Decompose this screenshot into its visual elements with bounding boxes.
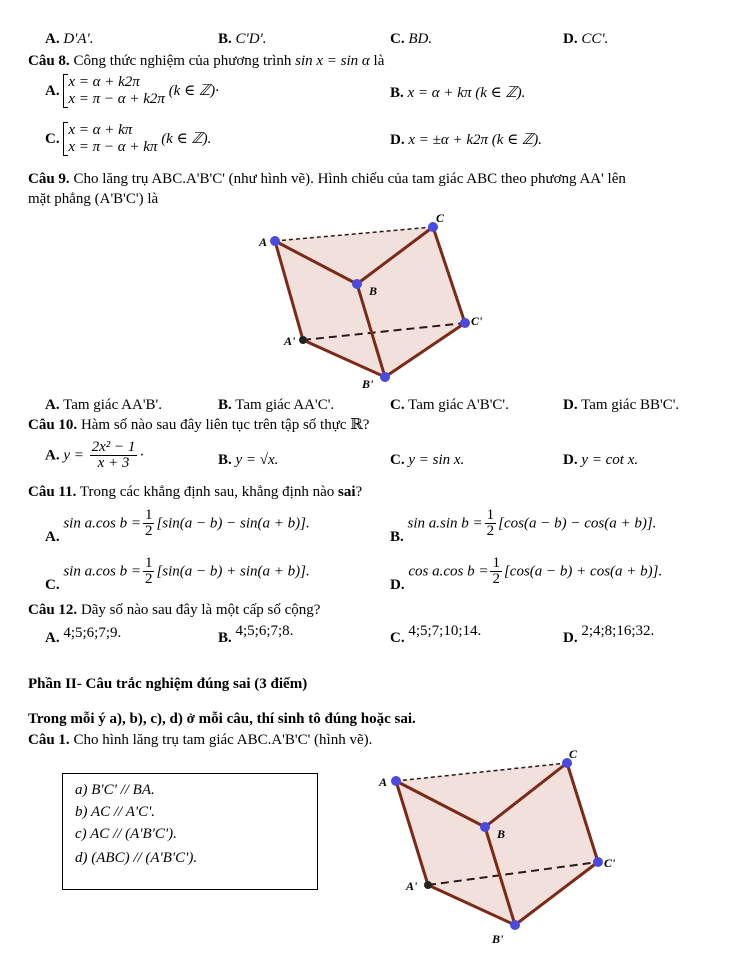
q9-option-c: C. Tam giác A'B'C'. xyxy=(390,397,509,413)
q9-label-a1: A' xyxy=(284,334,296,348)
q9-option-a: A. Tam giác AA'B'. xyxy=(45,397,162,413)
p2q1-vertex-b xyxy=(480,822,490,832)
q12-option-d: D. 2;4;8;16;32. xyxy=(563,623,655,646)
q10-option-a: A. y = $\frac{\text{2x² − 1}}{x + 3}$ · xyxy=(45,439,145,471)
p2q1-label-a: A xyxy=(379,775,388,789)
q9-label-c: C xyxy=(436,211,445,225)
q9-vertex-c1 xyxy=(460,318,470,328)
q7-option-c: C. BD. xyxy=(390,31,433,47)
q12-option-c: C. 4;5;7;10;14. xyxy=(390,623,482,646)
p2q1-statements-box xyxy=(62,773,318,890)
p2q1-label-c1: C' xyxy=(604,856,616,870)
p2q1-label-c: C xyxy=(569,747,578,761)
q9-vertex-b xyxy=(352,279,362,289)
q10-option-d: D. y = cot x. xyxy=(563,452,639,468)
q9-label-a: A xyxy=(259,235,268,249)
q9-prism-shade xyxy=(275,227,465,377)
q10-a-fraction: $\frac{\text{2x² − 1}}{x + 3}$ xyxy=(91,439,136,471)
q11-c-half: $\frac{1}{2}$ xyxy=(144,555,153,587)
p2q1-prism-figure xyxy=(370,745,640,955)
q12-option-a: A. 4;5;6;7;9. xyxy=(45,625,122,646)
q11-a-half: $\frac{1}{2}$ xyxy=(144,507,153,539)
q11-question: Câu 11. Trong các khẳng định sau, khẳng định nào sai? xyxy=(28,484,363,500)
part2-instruction: Trong mỗi ý a), b), c), d) ở mỗi câu, thí sinh tô đúng hoặc sai. xyxy=(28,711,416,727)
q7-option-d: D. CC'. xyxy=(563,31,609,47)
q9-option-b: B. Tam giác AA'C'. xyxy=(218,397,335,413)
q9-label-b1: B' xyxy=(362,377,374,391)
q8-a-system: x = α + k2π x = π − α + k2π xyxy=(63,74,165,108)
q11-option-d: D. cos a.cos b = $\frac{1}{2}$ [cos(a − b) + cos(a + b)]. xyxy=(390,555,663,593)
q9-vertex-b1 xyxy=(380,372,390,382)
q8-option-d: D. x = ±α + k2π (k ∈ ℤ). xyxy=(390,132,542,148)
q12-option-b: B. 4;5;6;7;8. xyxy=(218,623,294,646)
q11-d-half: $\frac{1}{2}$ xyxy=(492,555,500,587)
p2q1-vertex-a1 xyxy=(424,881,432,889)
q10-question: Câu 10. Hàm số nào sau đây liên tục trên tập số thực ℝ? xyxy=(28,417,370,433)
p2q1-label-b1: B' xyxy=(492,932,504,946)
q11-b-half: $\frac{1}{2}$ xyxy=(486,507,495,539)
q10-option-b: B. y = √x. xyxy=(218,452,279,468)
q9-option-d: D. Tam giác BB'C'. xyxy=(563,397,680,413)
q9-vertex-a xyxy=(270,236,280,246)
p2q1-statement-c: c) AC // (A'B'C'). xyxy=(75,826,177,842)
q11-option-b: B. sin a.sin b = $\frac{1}{2}$ [cos(a − b) − cos(a + b)]. xyxy=(390,507,657,545)
q8-option-b: B. x = α + kπ (k ∈ ℤ). xyxy=(390,85,526,101)
q11-option-c: C. sin a.cos b = $\frac{1}{2}$ [sin(a − b) + sin(a + b)]. xyxy=(45,555,310,593)
q11-option-a: A. sin a.cos b = $\frac{1}{2}$ [sin(a − b) − sin(a + b)]. xyxy=(45,507,310,545)
p2q1-statement-a: a) B'C' // BA. xyxy=(75,782,155,798)
q9-label-b: B xyxy=(369,284,378,298)
q8-c-system: x = α + kπ x = π − α + kπ xyxy=(63,122,157,156)
q9-vertex-a1 xyxy=(299,336,307,344)
q9-question-line1: Câu 9. Cho lăng trụ ABC.A'B'C' (như hình vẽ). Hình chiếu của tam giác ABC theo phương AA' lên xyxy=(28,171,626,187)
q9-label-c1: C' xyxy=(471,314,483,328)
q8-option-a: A. x = α + k2π x = π − α + k2π (k ∈ ℤ)· xyxy=(45,74,219,107)
q9-question-line2: mặt phẳng (A'B'C') là xyxy=(28,191,159,207)
p2q1-question: Câu 1. Cho hình lăng trụ tam giác ABC.A'B'C' (hình vẽ). xyxy=(28,732,373,748)
p2q1-label-b: B xyxy=(497,827,506,841)
q9-prism-figure xyxy=(240,205,510,395)
p2q1-vertex-a xyxy=(391,776,401,786)
q7-option-a: A. D'A'. xyxy=(45,31,94,47)
p2q1-vertex-c1 xyxy=(593,857,603,867)
q8-question: Câu 8. Công thức nghiệm của phương trình sin x = sin α là xyxy=(28,53,385,69)
q7-option-b: B. C'D'. xyxy=(218,31,267,47)
p2q1-statement-d: d) (ABC) // (A'B'C'). xyxy=(75,850,198,866)
part2-title: Phần II- Câu trắc nghiệm đúng sai (3 điểm) xyxy=(28,676,308,692)
q12-question: Câu 12. Dãy số nào sau đây là một cấp số cộng? xyxy=(28,602,321,618)
q8-option-c: C. x = α + kπ x = π − α + kπ (k ∈ ℤ). xyxy=(45,122,212,155)
p2q1-statement-b: b) AC // A'C'. xyxy=(75,804,156,820)
p2q1-label-a1: A' xyxy=(406,879,418,893)
p2q1-prism-shade xyxy=(396,763,598,925)
p2q1-vertex-b1 xyxy=(510,920,520,930)
q10-option-c: C. y = sin x. xyxy=(390,452,465,468)
